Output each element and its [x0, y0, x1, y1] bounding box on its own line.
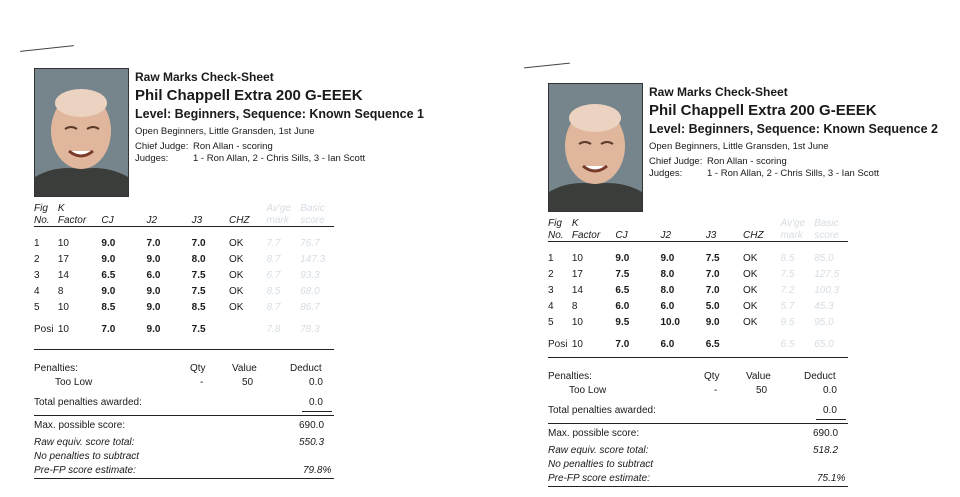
max-score-label: Max. possible score:: [548, 428, 640, 439]
col-chz-header: CHZ: [743, 230, 764, 241]
col-chz-header: CHZ: [228, 215, 250, 226]
section-divider: [548, 423, 848, 424]
prefp-value: 75.1%: [817, 473, 846, 484]
no-penalties-note: No penalties to subtract: [34, 451, 140, 462]
col-basic-header: Basic: [814, 218, 839, 229]
col-avge-header: Av'ge: [266, 203, 292, 214]
chief-judge-line: [135, 141, 273, 152]
event-line: Open Beginners, Little Gransden, 1st June: [649, 141, 829, 152]
table-row: 5 10 8.5 9.0 8.5 OK 8.7 86.7: [34, 301, 320, 313]
level-sequence: Level: Beginners, Sequence: Known Sequence 1: [135, 107, 424, 121]
level-sequence: Level: Beginners, Sequence: Known Sequence 2: [649, 122, 938, 136]
posi-row: Posi 10 7.0 9.0 7.5 7.8 78.3: [34, 323, 320, 335]
table-row: 2 17 7.5 8.0 7.0 OK 7.5 127.5: [548, 268, 840, 280]
col-j3-header: J3: [191, 215, 203, 226]
total-penalties-label: Total penalties awarded:: [548, 405, 656, 416]
max-score-label: Max. possible score:: [34, 420, 126, 431]
marks-table: [34, 202, 334, 337]
event-line: Open Beginners, Little Gransden, 1st June: [135, 126, 315, 137]
sheet-title: Raw Marks Check-Sheet: [649, 85, 788, 99]
table-row: 4 8 9.0 9.0 7.5 OK 8.5 68.0: [34, 285, 320, 297]
col-avge-header: Av'ge: [780, 218, 806, 229]
section-divider: [34, 478, 334, 479]
table-row: 1 10 9.0 7.0 7.0 OK 7.7 76.7: [34, 237, 320, 249]
pilot-aircraft: Phil Chappell Extra 200 G-EEEK: [649, 102, 877, 119]
col-k-header: K: [57, 203, 65, 214]
too-low-label: Too Low: [55, 377, 93, 388]
prefp-label: Pre-FP score estimate:: [548, 473, 650, 484]
raw-score-value: 518.2: [813, 445, 839, 456]
too-low-deduct: 0.0: [309, 377, 323, 388]
total-penalties-label: Total penalties awarded:: [34, 397, 142, 408]
penalties-label: Penalties:: [548, 371, 592, 382]
judges-line: [135, 153, 365, 164]
judges-value: 1 - Ron Allan, 2 - Chris Sills, 3 - Ian Scott: [193, 153, 366, 164]
col-k-sub: Factor: [57, 215, 87, 226]
table-row: 3 14 6.5 6.0 7.5 OK 6.7 93.3: [34, 269, 320, 281]
too-low-deduct: 0.0: [823, 385, 837, 396]
col-basic-header: Basic: [300, 203, 325, 214]
penalties-label: Penalties:: [34, 363, 78, 374]
col-k-header: K: [571, 218, 579, 229]
judges-label: Judges:: [649, 168, 683, 179]
raw-score-label: Raw equiv. score total:: [548, 445, 649, 456]
total-penalties-value: 0.0: [309, 397, 323, 408]
check-sheet-1: [10, 40, 430, 476]
col-j3-header: J3: [705, 230, 717, 241]
col-j2-header: J2: [660, 230, 672, 241]
deduct-label: Deduct: [290, 363, 322, 374]
col-fig-sub: No.: [548, 230, 564, 241]
pilot-photo: [548, 83, 643, 212]
table-row: 5 10 9.5 10.0 9.0 OK 9.5 95.0: [548, 316, 834, 328]
sheet-title: Raw Marks Check-Sheet: [135, 70, 274, 84]
too-low-value: 50: [242, 377, 254, 388]
check-sheet-2: [524, 55, 944, 485]
chief-judge-line: [649, 156, 787, 167]
too-low-qty: -: [714, 385, 718, 396]
section-divider: [34, 349, 334, 350]
prefp-label: Pre-FP score estimate:: [34, 465, 136, 476]
table-row: 1 10 9.0 9.0 7.5 OK 8.5 85.0: [548, 252, 834, 264]
total-penalties-value: 0.0: [823, 405, 837, 416]
table-row: 4 8 6.0 6.0 5.0 OK 5.7 45.3: [548, 300, 834, 312]
chief-judge-label: Chief Judge:: [135, 141, 189, 152]
underline: [816, 419, 846, 420]
col-k-sub: Factor: [571, 230, 601, 241]
marks-table: [548, 217, 848, 352]
judges-line: [649, 168, 879, 179]
max-score-value: 690.0: [813, 428, 839, 439]
pen-mark: [20, 45, 74, 52]
col-avge-sub: mark: [780, 230, 803, 241]
col-fig-header: Fig: [34, 203, 48, 214]
col-fig-header: Fig: [548, 218, 562, 229]
table-row: 2 17 9.0 9.0 8.0 OK 8.7 147.3: [34, 253, 326, 265]
qty-label: Qty: [704, 371, 720, 382]
qty-label: Qty: [190, 363, 206, 374]
section-divider: [34, 415, 334, 416]
no-penalties-note: No penalties to subtract: [548, 459, 654, 470]
too-low-value: 50: [756, 385, 768, 396]
col-avge-sub: mark: [266, 215, 289, 226]
chief-judge-label: Chief Judge:: [649, 156, 703, 167]
col-cj-header: CJ: [615, 230, 628, 241]
chief-judge-value: Ron Allan - scoring: [707, 156, 787, 167]
section-divider: [548, 486, 848, 487]
judges-label: Judges:: [135, 153, 169, 164]
too-low-qty: -: [200, 377, 204, 388]
col-fig-sub: No.: [34, 215, 50, 226]
pen-mark: [524, 63, 570, 69]
section-divider: [548, 357, 848, 358]
col-basic-sub: score: [814, 230, 839, 241]
posi-row: Posi 10 7.0 6.0 6.5 6.5 65.0: [548, 338, 834, 350]
raw-score-label: Raw equiv. score total:: [34, 437, 135, 448]
value-label: Value: [746, 371, 771, 382]
chief-judge-value: Ron Allan - scoring: [193, 141, 273, 152]
value-label: Value: [232, 363, 257, 374]
table-row: 3 14 6.5 8.0 7.0 OK 7.2 100.3: [548, 284, 840, 296]
col-j2-header: J2: [146, 215, 158, 226]
col-basic-sub: score: [300, 215, 325, 226]
prefp-value: 79.8%: [303, 465, 332, 476]
too-low-label: Too Low: [569, 385, 607, 396]
deduct-label: Deduct: [804, 371, 836, 382]
raw-score-value: 550.3: [299, 437, 325, 448]
max-score-value: 690.0: [299, 420, 325, 431]
pilot-photo: [34, 68, 129, 197]
pilot-aircraft: Phil Chappell Extra 200 G-EEEK: [135, 87, 363, 104]
underline: [302, 411, 332, 412]
judges-value: 1 - Ron Allan, 2 - Chris Sills, 3 - Ian Scott: [707, 168, 880, 179]
col-cj-header: CJ: [101, 215, 114, 226]
